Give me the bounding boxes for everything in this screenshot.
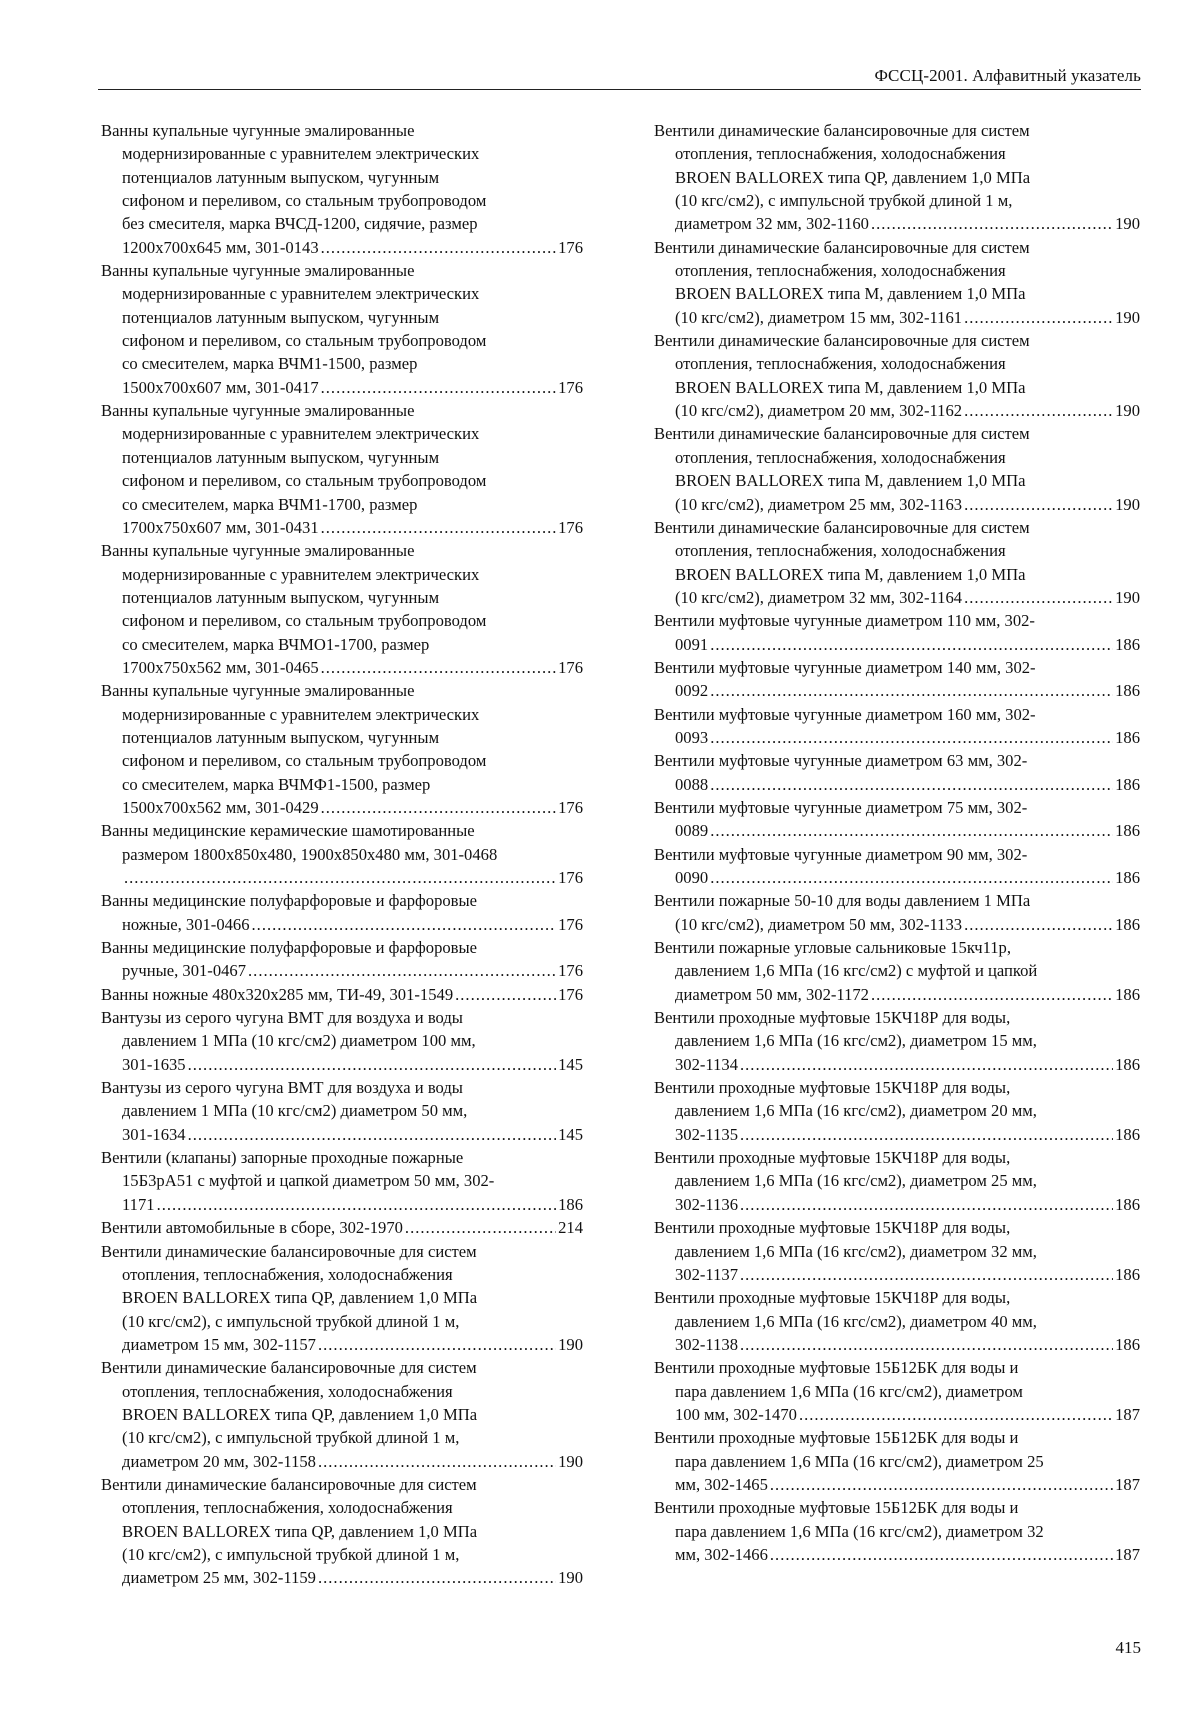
index-entry [101, 819, 583, 889]
index-entry-line: 0088 [675, 774, 709, 794]
dot-leader [710, 679, 1113, 702]
index-entry-heading: Вантузы из серого чугуна ВМТ для воздуха и воды [101, 1078, 463, 1098]
index-entry-final-line [101, 1566, 583, 1589]
index-entry [654, 119, 1140, 236]
index-entry-line: 302-1135 [675, 1124, 738, 1144]
index-entry-final-line [654, 1333, 1140, 1356]
index-entry-final-line [654, 1193, 1140, 1216]
index-entry-final-line [101, 1333, 583, 1356]
dot-leader [710, 726, 1113, 749]
dot-leader [740, 1123, 1113, 1146]
index-entry-heading: Вентили проходные муфтовые 15КЧ18Р для воды, [654, 1148, 1011, 1168]
index-entry-final-line [654, 1053, 1140, 1076]
index-entry-line: пара давлением 1,6 МПа (16 кгс/см2), диаметром 25 [675, 1451, 1044, 1471]
index-entry-heading: Вентили муфтовые чугунные диаметром 140 мм, 302- [654, 657, 1036, 677]
index-entry-line: сифоном и переливом, со стальным трубопроводом [122, 611, 487, 631]
index-entry-page: 145 [558, 1124, 583, 1144]
index-entry-heading: Вентили динамические балансировочные для систем [654, 121, 1030, 140]
index-entry-line: BROEN BALLOREX типа М, давлением 1,0 МПа [675, 471, 1026, 491]
index-entry-heading: Вентили динамические балансировочные для систем [654, 517, 1030, 537]
index-entry-page: 190 [558, 1334, 583, 1354]
dot-leader [321, 796, 556, 819]
index-entry-line: сифоном и переливом, со стальным трубопроводом [122, 331, 487, 351]
index-entry [101, 1216, 583, 1239]
index-entry-line: ножные, 301-0466 [122, 914, 250, 934]
dot-leader [871, 212, 1113, 235]
index-entry-page: 176 [558, 517, 583, 537]
index-entry-line: давлением 1,6 МПа (16 кгс/см2), диаметром 32 мм, [675, 1241, 1037, 1261]
index-entry-line: сифоном и переливом, со стальным трубопроводом [122, 751, 487, 771]
index-entry-line: 1500x700x562 мм, 301-0429 [122, 797, 319, 817]
index-entry [101, 1146, 583, 1216]
index-entry-page: 176 [558, 984, 583, 1004]
index-entry-line: 15Б3рА51 с муфтой и цапкой диаметром 50 мм, 302- [122, 1171, 495, 1191]
index-entry-line: со смесителем, марка ВЧМ1-1700, размер [122, 494, 418, 514]
index-entry-line: (10 кгс/см2), диаметром 32 мм, 302-1164 [675, 587, 963, 607]
index-entry-line: модернизированные с уравнителем электрических [122, 144, 480, 164]
index-entry-line: 0089 [675, 821, 709, 841]
index-entry-line: отопления, теплоснабжения, холодоснабжения [675, 144, 1006, 164]
dot-leader [248, 959, 556, 982]
index-entry [101, 1240, 583, 1357]
index-entry-line: мм, 302-1466 [675, 1544, 768, 1564]
index-entry-page: 176 [558, 961, 583, 981]
index-entry-page: 186 [1115, 914, 1140, 934]
dot-leader [964, 399, 1113, 422]
index-entry-final-line [101, 376, 583, 399]
dot-leader [871, 983, 1113, 1006]
dot-leader [710, 773, 1113, 796]
index-entry-heading: Вентили муфтовые чугунные диаметром 75 мм, 302- [654, 797, 1028, 817]
index-entry-line: со смесителем, марка ВЧМО1-1700, размер [122, 634, 430, 654]
index-entry-final-line [101, 796, 583, 819]
index-entry-heading: Вентили динамические балансировочные для систем [101, 1474, 477, 1494]
index-entry-heading: Вентили муфтовые чугунные диаметром 90 мм, 302- [654, 844, 1028, 864]
index-entry-final-line [101, 1053, 583, 1076]
index-entry-line: 301-1634 [122, 1124, 186, 1144]
index-entry-page: 190 [1115, 587, 1140, 607]
index-entry-heading: Вентили проходные муфтовые 15КЧ18Р для воды, [654, 1078, 1011, 1098]
index-entry [654, 1076, 1140, 1146]
index-entry-line: (10 кгс/см2), диаметром 20 мм, 302-1162 [675, 401, 963, 421]
index-entry [654, 1356, 1140, 1426]
index-entry-final-line [654, 1473, 1140, 1496]
index-entry-line: отопления, теплоснабжения, холодоснабжения [675, 261, 1006, 281]
index-entry-heading: Вентили проходные муфтовые 15Б12БК для воды и [654, 1498, 1019, 1518]
index-entry-page: 176 [558, 868, 583, 887]
dot-leader [964, 586, 1113, 609]
index-entry-heading: Ванны купальные чугунные эмалированные [101, 261, 415, 281]
dot-leader [318, 1566, 556, 1589]
index-entry-heading: Вентили муфтовые чугунные диаметром 63 мм, 302- [654, 751, 1028, 771]
dot-leader [740, 1263, 1113, 1286]
index-entry-line: BROEN BALLOREX типа QP, давлением 1,0 МПа [122, 1288, 478, 1308]
index-entry-line: потенциалов латунным выпуском, чугунным [122, 727, 440, 747]
dot-leader [710, 819, 1113, 842]
dot-leader [770, 1473, 1113, 1496]
index-entry-line: 302-1138 [675, 1334, 738, 1354]
index-entry [101, 983, 583, 1006]
index-entry-final-line [654, 212, 1140, 235]
index-entry [654, 1496, 1140, 1566]
index-entry-page: 190 [558, 1451, 583, 1471]
index-entry-heading: Вентили проходные муфтовые 15Б12БК для воды и [654, 1358, 1019, 1378]
index-entry-final-line [101, 516, 583, 539]
index-entry-line: (10 кгс/см2), диаметром 50 мм, 302-1133 [675, 914, 963, 934]
index-entry-line: давлением 1,6 МПа (16 кгс/см2), диаметром 20 мм, [675, 1101, 1037, 1121]
index-entry-line: BROEN BALLOREX типа QP, давлением 1,0 МПа [122, 1521, 478, 1541]
index-entry-line: модернизированные с уравнителем электрических [122, 424, 480, 444]
index-entry [101, 889, 583, 936]
index-entry-page: 176 [558, 237, 583, 257]
index-entry-line: модернизированные с уравнителем электрических [122, 564, 480, 584]
index-entry-final-line [654, 983, 1140, 1006]
index-entry-heading: Вентили динамические балансировочные для систем [654, 237, 1030, 257]
running-header: ФССЦ-2001. Алфавитный указатель [874, 66, 1141, 85]
index-entry-line: 0093 [675, 727, 709, 747]
index-entry-heading: Ванны купальные чугунные эмалированные [101, 121, 415, 140]
index-entry-heading: Вентили автомобильные в сборе, 302-1970 [101, 1218, 403, 1238]
index-entry-line: (10 кгс/см2), с импульсной трубкой длиной 1 м, [122, 1311, 460, 1331]
index-entry-line: (10 кгс/см2), с импульсной трубкой длиной 1 м, [675, 191, 1013, 211]
index-entry-final-line [654, 633, 1140, 656]
index-entry [654, 796, 1140, 843]
index-entry-heading: Вентили динамические балансировочные для систем [654, 331, 1030, 351]
index-entry-final-line [654, 1403, 1140, 1426]
index-entry-heading: Вентили проходные муфтовые 15КЧ18Р для воды, [654, 1008, 1011, 1028]
index-entry-line: диаметром 20 мм, 302-1158 [122, 1451, 316, 1471]
index-entry-heading: Вентили динамические балансировочные для систем [654, 424, 1030, 444]
index-entry-page: 176 [558, 377, 583, 397]
index-entry-line: BROEN BALLOREX типа QP, давлением 1,0 МПа [122, 1404, 478, 1424]
index-entry-line: со смесителем, марка ВЧМФ1-1500, размер [122, 774, 431, 794]
index-entry-line: 100 мм, 302-1470 [675, 1404, 797, 1424]
index-entry-line: со смесителем, марка ВЧМ1-1500, размер [122, 354, 418, 374]
index-entry-page: 186 [1115, 1264, 1140, 1284]
index-entry-line: без смесителя, марка ВЧСД-1200, сидячие, размер [122, 214, 478, 234]
index-entry-line: 0090 [675, 868, 709, 887]
dot-leader [964, 493, 1113, 516]
dot-leader [740, 1333, 1113, 1356]
dot-leader [188, 1123, 557, 1146]
index-entry-line: BROEN BALLOREX типа QP, давлением 1,0 МПа [675, 167, 1031, 187]
page-number: 415 [1115, 1638, 1141, 1657]
index-entry-page: 186 [1115, 774, 1140, 794]
index-entry-line: диаметром 32 мм, 302-1160 [675, 214, 869, 234]
index-entry-final-line [101, 983, 583, 1006]
index-entry-final-line [101, 236, 583, 259]
index-entry-line: сифоном и переливом, со стальным трубопроводом [122, 191, 487, 211]
index-entry-heading: Ванны медицинские керамические шамотированные [101, 821, 475, 841]
index-entry-line: 301-1635 [122, 1054, 186, 1074]
index-entry-final-line [654, 306, 1140, 329]
index-entry-line: потенциалов латунным выпуском, чугунным [122, 307, 440, 327]
dot-leader [405, 1216, 556, 1239]
index-entry-page: 186 [1115, 634, 1140, 654]
index-entry-line: (10 кгс/см2), диаметром 25 мм, 302-1163 [675, 494, 963, 514]
index-entry-line: модернизированные с уравнителем электрических [122, 284, 480, 304]
index-entry-heading: Ванны купальные чугунные эмалированные [101, 401, 415, 421]
index-entry-final-line [654, 1263, 1140, 1286]
index-entry-page: 186 [1115, 1194, 1140, 1214]
dot-leader [455, 983, 556, 1006]
index-entry-heading: Вентили проходные муфтовые 15Б12БК для воды и [654, 1428, 1019, 1448]
dot-leader [252, 913, 557, 936]
dot-leader [321, 516, 556, 539]
index-entry-line: (10 кгс/см2), с импульсной трубкой длиной 1 м, [122, 1428, 460, 1448]
dot-leader [321, 656, 556, 679]
index-entry-page: 187 [1115, 1474, 1140, 1494]
index-entry-final-line [654, 726, 1140, 749]
index-entry [654, 843, 1140, 890]
index-entry-heading: Вентили динамические балансировочные для систем [101, 1241, 477, 1261]
dot-leader [318, 1333, 556, 1356]
dot-leader [321, 376, 556, 399]
index-entry-heading: Вентили проходные муфтовые 15КЧ18Р для воды, [654, 1288, 1011, 1308]
index-entry-heading: Ванны медицинские полуфарфоровые и фарфоровые [101, 891, 478, 911]
index-entry [654, 516, 1140, 609]
index-entry-page: 186 [1115, 868, 1140, 887]
index-entry-line: диаметром 25 мм, 302-1159 [122, 1568, 316, 1588]
index-entry-heading: Вентили (клапаны) запорные проходные пожарные [101, 1148, 464, 1168]
index-entry-page: 176 [558, 914, 583, 934]
index-entry [101, 936, 583, 983]
dot-leader [321, 236, 556, 259]
index-entry-page: 187 [1115, 1544, 1140, 1564]
index-entry-final-line [654, 493, 1140, 516]
header-rule [98, 89, 1141, 90]
index-entry-line: 1200x700x645 мм, 301-0143 [122, 237, 319, 257]
index-entry-heading: Ванны медицинские полуфарфоровые и фарфоровые [101, 938, 478, 958]
index-entry-line: отопления, теплоснабжения, холодоснабжения [675, 354, 1006, 374]
dot-leader [770, 1543, 1113, 1566]
index-entry-final-line [654, 819, 1140, 842]
index-entry-final-line [101, 1216, 583, 1239]
index-entry-heading: Вентили муфтовые чугунные диаметром 160 мм, 302- [654, 704, 1036, 724]
index-entry-final-line [101, 1450, 583, 1473]
index-entry [654, 1426, 1140, 1496]
index-entry-final-line [654, 1543, 1140, 1566]
index-entry-page: 190 [1115, 401, 1140, 421]
index-entry-line: отопления, теплоснабжения, холодоснабжения [122, 1381, 453, 1401]
index-entry [654, 889, 1140, 936]
index-entry-line: отопления, теплоснабжения, холодоснабжения [122, 1498, 453, 1518]
index-entry-page: 186 [1115, 727, 1140, 747]
index-entry-line: потенциалов латунным выпуском, чугунным [122, 167, 440, 187]
index-entry-page: 186 [1115, 821, 1140, 841]
index-entry-page: 214 [558, 1218, 583, 1238]
index-entry-line: BROEN BALLOREX типа М, давлением 1,0 МПа [675, 377, 1026, 397]
index-entry [654, 1146, 1140, 1216]
index-entry-heading: Вентили динамические балансировочные для систем [101, 1358, 477, 1378]
index-entry-final-line [101, 656, 583, 679]
index-entry-line: диаметром 50 мм, 302-1172 [675, 984, 869, 1004]
index-entry-line: диаметром 15 мм, 302-1157 [122, 1334, 316, 1354]
index-entry [654, 422, 1140, 515]
index-entry-heading: Вентили муфтовые чугунные диаметром 110 мм, 302- [654, 611, 1035, 631]
index-entry [101, 1006, 583, 1076]
index-entry-line: давлением 1 МПа (10 кгс/см2) диаметром 50 мм, [122, 1101, 468, 1121]
index-entry-line: давлением 1,6 МПа (16 кгс/см2), диаметром 25 мм, [675, 1171, 1037, 1191]
index-entry-final-line [101, 913, 583, 936]
index-entry-final-line [654, 773, 1140, 796]
index-entry [101, 1076, 583, 1146]
index-entry-line: потенциалов латунным выпуском, чугунным [122, 447, 440, 467]
index-entry-final-line [654, 866, 1140, 889]
dot-leader [964, 913, 1113, 936]
index-entry-line: отопления, теплоснабжения, холодоснабжения [675, 447, 1006, 467]
index-entry-line: (10 кгс/см2), с импульсной трубкой длиной 1 м, [122, 1544, 460, 1564]
index-entry-line: отопления, теплоснабжения, холодоснабжения [675, 541, 1006, 561]
dot-leader [318, 1450, 556, 1473]
index-entry-page: 186 [1115, 681, 1140, 701]
index-entry-page: 186 [1115, 984, 1140, 1004]
index-entry [101, 679, 583, 819]
index-entry-line: 302-1137 [675, 1264, 738, 1284]
index-entry-line: 302-1136 [675, 1194, 738, 1214]
index-entry-page: 190 [558, 1568, 583, 1588]
index-entry-page: 186 [1115, 1054, 1140, 1074]
index-entry [101, 539, 583, 679]
dot-leader [740, 1053, 1113, 1076]
index-entry-heading: Вантузы из серого чугуна ВМТ для воздуха и воды [101, 1008, 463, 1028]
index-entry-page: 186 [558, 1194, 583, 1214]
index-entry-final-line [654, 679, 1140, 702]
index-entry-line: 1700x750x562 мм, 301-0465 [122, 657, 319, 677]
index-entry-line: пара давлением 1,6 МПа (16 кгс/см2), диаметром 32 [675, 1521, 1044, 1541]
index-entry-line: давлением 1 МПа (10 кгс/см2) диаметром 100 мм, [122, 1031, 476, 1051]
index-entry-line: давлением 1,6 МПа (16 кгс/см2) с муфтой и цапкой [675, 961, 1038, 981]
dot-leader [710, 866, 1113, 889]
index-entry-heading: Ванны ножные 480x320x285 мм, ТИ-49, 301-1549 [101, 984, 454, 1004]
index-entry-page: 187 [1115, 1404, 1140, 1424]
index-entry [654, 703, 1140, 750]
index-column-right [654, 119, 1140, 1566]
index-entry-line: размером 1800x850x480, 1900x850x480 мм, 301-0468 [122, 844, 498, 864]
index-entry-line: ручные, 301-0467 [122, 961, 247, 981]
index-entry-heading: Ванны купальные чугунные эмалированные [101, 541, 415, 561]
dot-leader [710, 633, 1113, 656]
index-entry [654, 1286, 1140, 1356]
index-entry-page: 190 [1115, 307, 1140, 327]
index-entry [654, 609, 1140, 656]
index-entry-line: давлением 1,6 МПа (16 кгс/см2), диаметром 15 мм, [675, 1031, 1037, 1051]
index-entry-final-line [101, 1123, 583, 1146]
index-entry-line: 0091 [675, 634, 709, 654]
index-entry-line: модернизированные с уравнителем электрических [122, 704, 480, 724]
index-entry [101, 119, 583, 259]
index-entry-heading: Вентили пожарные угловые сальниковые 15кч11р, [654, 938, 1011, 958]
index-entry-page: 145 [558, 1054, 583, 1074]
index-entry [101, 399, 583, 539]
index-entry-final-line [101, 1193, 583, 1216]
index-entry [654, 236, 1140, 329]
index-entry-line: давлением 1,6 МПа (16 кгс/см2), диаметром 40 мм, [675, 1311, 1037, 1331]
index-entry-final-line [654, 1123, 1140, 1146]
dot-leader [124, 866, 556, 889]
index-entry [654, 1216, 1140, 1286]
index-entry [654, 1006, 1140, 1076]
index-entry-line: BROEN BALLOREX типа М, давлением 1,0 МПа [675, 564, 1026, 584]
index-entry-page: 186 [1115, 1334, 1140, 1354]
dot-leader [964, 306, 1113, 329]
index-entry-line: 0092 [675, 681, 709, 701]
dot-leader [799, 1403, 1113, 1426]
index-entry-line: пара давлением 1,6 МПа (16 кгс/см2), диаметром [675, 1381, 1023, 1401]
index-entry-line: 1171 [122, 1194, 155, 1214]
index-entry [101, 259, 583, 399]
index-entry-line: отопления, теплоснабжения, холодоснабжения [122, 1264, 453, 1284]
index-entry-line: 1700x750x607 мм, 301-0431 [122, 517, 319, 537]
index-entry-line: (10 кгс/см2), диаметром 15 мм, 302-1161 [675, 307, 963, 327]
index-entry-heading: Ванны купальные чугунные эмалированные [101, 681, 415, 701]
index-entry [101, 1473, 583, 1590]
dot-leader [740, 1193, 1113, 1216]
index-entry [101, 1356, 583, 1473]
index-entry [654, 936, 1140, 1006]
index-entry-page: 176 [558, 797, 583, 817]
index-entry [654, 329, 1140, 422]
index-entry-final-line [654, 913, 1140, 936]
index-entry-page: 190 [1115, 494, 1140, 514]
index-entry-line: 1500x700x607 мм, 301-0417 [122, 377, 319, 397]
index-entry-heading: Вентили проходные муфтовые 15КЧ18Р для воды, [654, 1218, 1011, 1238]
dot-leader [157, 1193, 557, 1216]
index-entry-final-line [101, 866, 583, 889]
index-entry-page: 186 [1115, 1124, 1140, 1144]
index-entry-line: BROEN BALLOREX типа М, давлением 1,0 МПа [675, 284, 1026, 304]
index-entry-final-line [101, 959, 583, 982]
index-entry [654, 749, 1140, 796]
index-entry-line: сифоном и переливом, со стальным трубопроводом [122, 471, 487, 491]
index-entry-line: мм, 302-1465 [675, 1474, 768, 1494]
dot-leader [188, 1053, 557, 1076]
index-entry-page: 190 [1115, 214, 1140, 234]
index-entry-heading: Вентили пожарные 50-10 для воды давлением 1 МПа [654, 891, 1031, 911]
index-entry-line: 302-1134 [675, 1054, 738, 1074]
index-entry-line: потенциалов латунным выпуском, чугунным [122, 587, 440, 607]
index-entry-final-line [654, 586, 1140, 609]
index-entry [654, 656, 1140, 703]
index-entry-final-line [654, 399, 1140, 422]
index-entry-page: 176 [558, 657, 583, 677]
index-column-left [101, 119, 583, 1590]
